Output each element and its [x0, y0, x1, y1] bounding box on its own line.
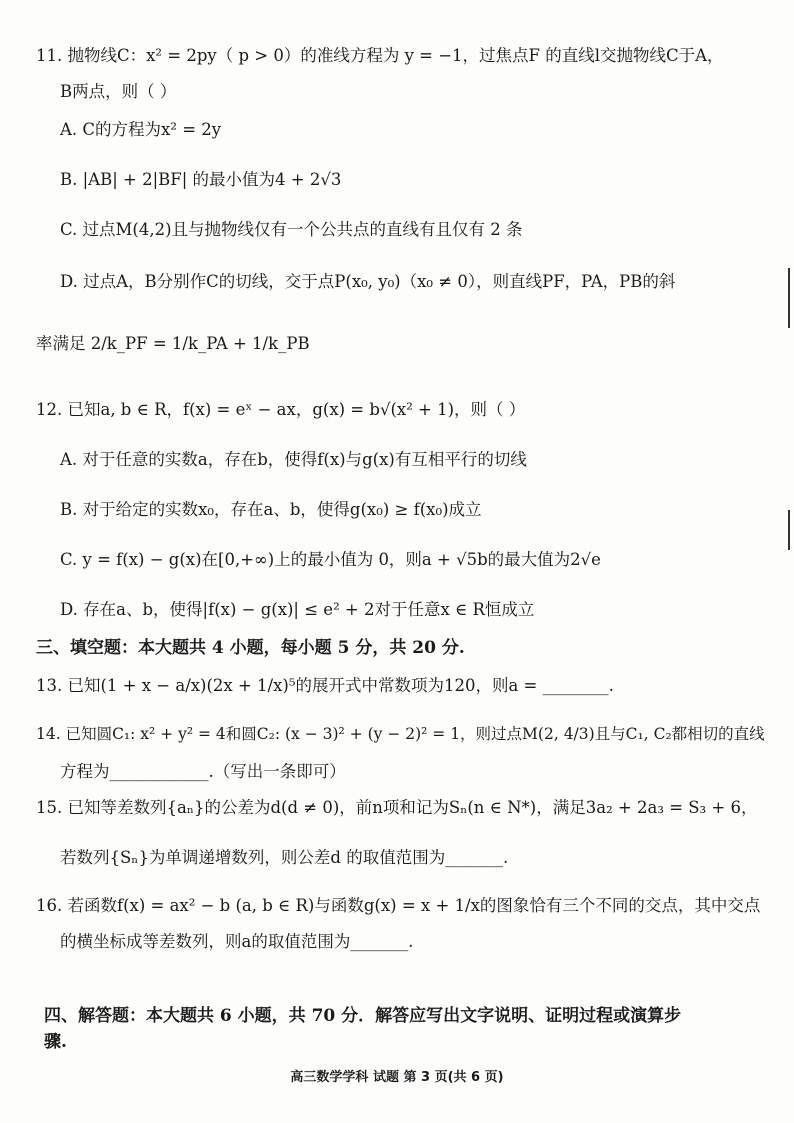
q11-option-c: C. 过点M(4,2)且与抛物线仅有一个公共点的直线有且仅有 2 条 [60, 220, 523, 239]
q12-option-c: C. y = f(x) − g(x)在[0,+∞)上的最小值为 0，则a + √5b的最大值为2√e [60, 550, 601, 569]
page-footer: 高三数学学科 试题 第 3 页(共 6 页) [290, 1070, 504, 1085]
section-answer-heading-line1: 四、解答题：本大题共 6 小题，共 70 分．解答应写出文字说明、证明过程或演算步 [44, 1006, 682, 1026]
q11-stem-line2: B两点，则（ ） [60, 82, 177, 101]
q11-option-d-line2: 率满足 2/k_PF = 1/k_PA + 1/k_PB [36, 334, 310, 353]
q15-line1: 15. 已知等差数列{aₙ}的公差为d(d ≠ 0)，前n项和记为Sₙ(n ∈ N*)，满足3a₂ + 2a₃ = S₃ + 6， [36, 798, 758, 817]
q12-option-a: A. 对于任意的实数a，存在b，使得f(x)与g(x)有互相平行的切线 [60, 450, 527, 469]
scan-edge-mark [788, 268, 790, 328]
q12-option-b: B. 对于给定的实数x₀，存在a、b，使得g(x₀) ≥ f(x₀)成立 [60, 500, 482, 519]
q11-option-a: A. C的方程为x² = 2y [60, 120, 222, 139]
q15-line2: 若数列{Sₙ}为单调递增数列，则公差d 的取值范围为_______. [60, 848, 509, 867]
q11-option-d-line1: D. 过点A，B分别作C的切线，交于点P(x₀, y₀)（x₀ ≠ 0），则直线PF，PA，PB的斜 [60, 272, 676, 291]
section-answer-heading-line2: 骤. [44, 1032, 67, 1052]
q12-option-d: D. 存在a、b，使得|f(x) − g(x)| ≤ e² + 2对于任意x ∈ R恒成立 [60, 600, 535, 619]
q14-line1: 14. 已知圆C₁: x² + y² = 4和圆C₂: (x − 3)² + (y − 2)² = 1，则过点M(2, 4/3)且与C₁, C₂都相切的直线 [36, 725, 765, 743]
section-fill-in-heading: 三、填空题：本大题共 4 小题，每小题 5 分，共 20 分. [36, 638, 465, 658]
q16-line1: 16. 若函数f(x) = ax² − b (a, b ∈ R)与函数g(x) = x + 1/x的图象恰有三个不同的交点，其中交点 [36, 896, 761, 915]
q13: 13. 已知(1 + x − a/x)(2x + 1/x)⁵的展开式中常数项为120，则a = ________. [36, 676, 614, 695]
scan-edge-mark [788, 510, 790, 550]
q11-stem-line1: 11. 抛物线C：x² = 2py（ p > 0）的准线方程为 y = −1，过焦点F 的直线l交抛物线C于A， [36, 46, 724, 65]
q11-option-b: B. |AB| + 2|BF| 的最小值为4 + 2√3 [60, 170, 342, 189]
q14-line2: 方程为____________.（写出一条即可） [60, 762, 346, 781]
q12-stem: 12. 已知a, b ∈ R，f(x) = eˣ − ax，g(x) = b√(x² + 1)，则（ ） [36, 400, 526, 419]
q16-line2: 的横坐标成等差数列，则a的取值范围为_______. [60, 932, 414, 951]
